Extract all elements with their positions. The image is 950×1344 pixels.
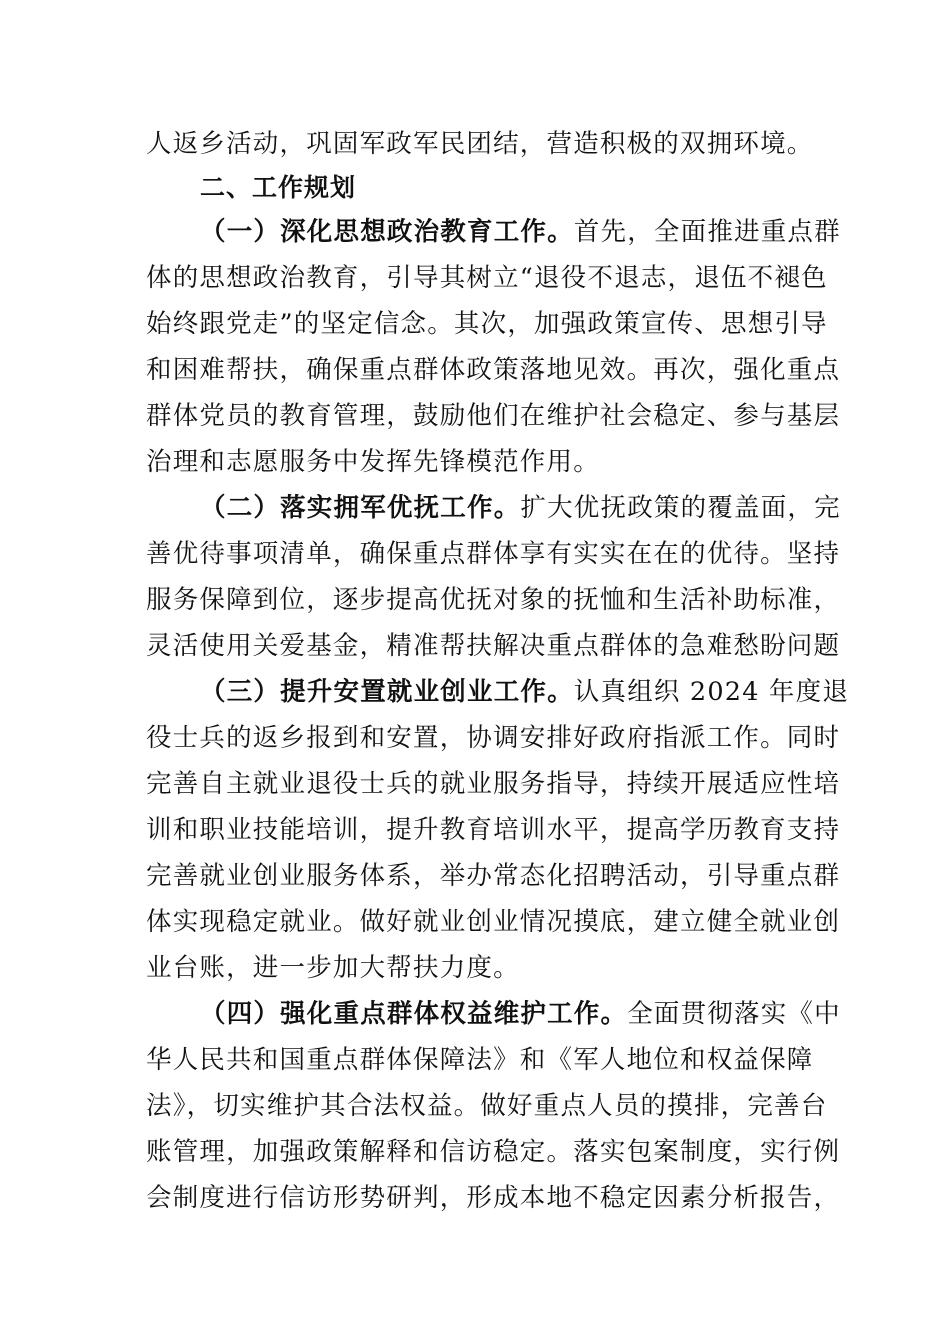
subsection-title: （四）强化重点群体权益维护工作。	[200, 999, 628, 1029]
paragraph-line: 人返乡活动，巩固军政军民团结，营造积极的双拥环境。	[146, 129, 814, 159]
paragraph-line: 群体党员的教育管理，鼓励他们在维护社会稳定、参与基层	[146, 401, 841, 431]
paragraph-text: 全面贯彻落实《中	[627, 999, 841, 1029]
paragraph-line	[200, 997, 841, 1031]
subsection-title: （一）深化思想政治教育工作。	[200, 217, 574, 247]
paragraph-line: 灵活使用关爱基金，精准帮扶解决重点群体的急难愁盼问题	[146, 631, 841, 661]
paragraph-line: 和困难帮扶，确保重点群体政策落地见效。再次，强化重点	[146, 355, 841, 385]
paragraph-line: 训和职业技能培训，提升教育培训水平，提高学历教育支持	[146, 815, 841, 845]
paragraph-line: 役士兵的返乡报到和安置，协调安排好政府指派工作。同时	[146, 723, 841, 753]
paragraph-text: 认真组织 2024 年度退	[573, 677, 850, 707]
subsection-title: （三）提升安置就业创业工作。	[200, 677, 574, 707]
paragraph-line: 业台账，进一步加大帮扶力度。	[146, 953, 520, 983]
paragraph-line: 体的思想政治教育，引导其树立“退役不退志，退伍不褪色	[146, 263, 828, 293]
paragraph-line: 完善就业创业服务体系，举办常态化招聘活动，引导重点群	[146, 861, 841, 891]
paragraph-line: 治理和志愿服务中发挥先锋模范作用。	[146, 447, 600, 477]
paragraph-line: 体实现稳定就业。做好就业创业情况摸底，建立健全就业创	[146, 907, 841, 937]
paragraph-line	[200, 675, 850, 709]
paragraph-line: 华人民共和国重点群体保障法》和《军人地位和权益保障	[146, 1045, 814, 1075]
section-heading: 二、工作规划	[200, 173, 357, 202]
paragraph-text: 首先，全面推进重点群	[573, 217, 841, 247]
paragraph-line: 法》，切实维护其合法权益。做好重点人员的摸排，完善台	[146, 1091, 828, 1121]
paragraph-line: 会制度进行信访形势研判，形成本地不稳定因素分析报告，	[146, 1183, 841, 1213]
paragraph-line: 始终跟党走”的坚定信念。其次，加强政策宣传、思想引导	[146, 309, 828, 339]
paragraph-line	[200, 491, 841, 525]
paragraph-line: 服务保障到位，逐步提高优抚对象的抚恤和生活补助标准，	[146, 585, 841, 615]
subsection-title: （二）落实拥军优抚工作。	[200, 493, 521, 523]
paragraph-line	[200, 215, 841, 249]
paragraph-line: 善优待事项清单，确保重点群体享有实实在在的优待。坚持	[146, 539, 841, 569]
paragraph-text: 扩大优抚政策的覆盖面，完	[520, 493, 841, 523]
paragraph-line: 完善自主就业退役士兵的就业服务指导，持续开展适应性培	[146, 769, 841, 799]
paragraph-line: 账管理，加强政策解释和信访稳定。落实包案制度，实行例	[146, 1137, 841, 1167]
